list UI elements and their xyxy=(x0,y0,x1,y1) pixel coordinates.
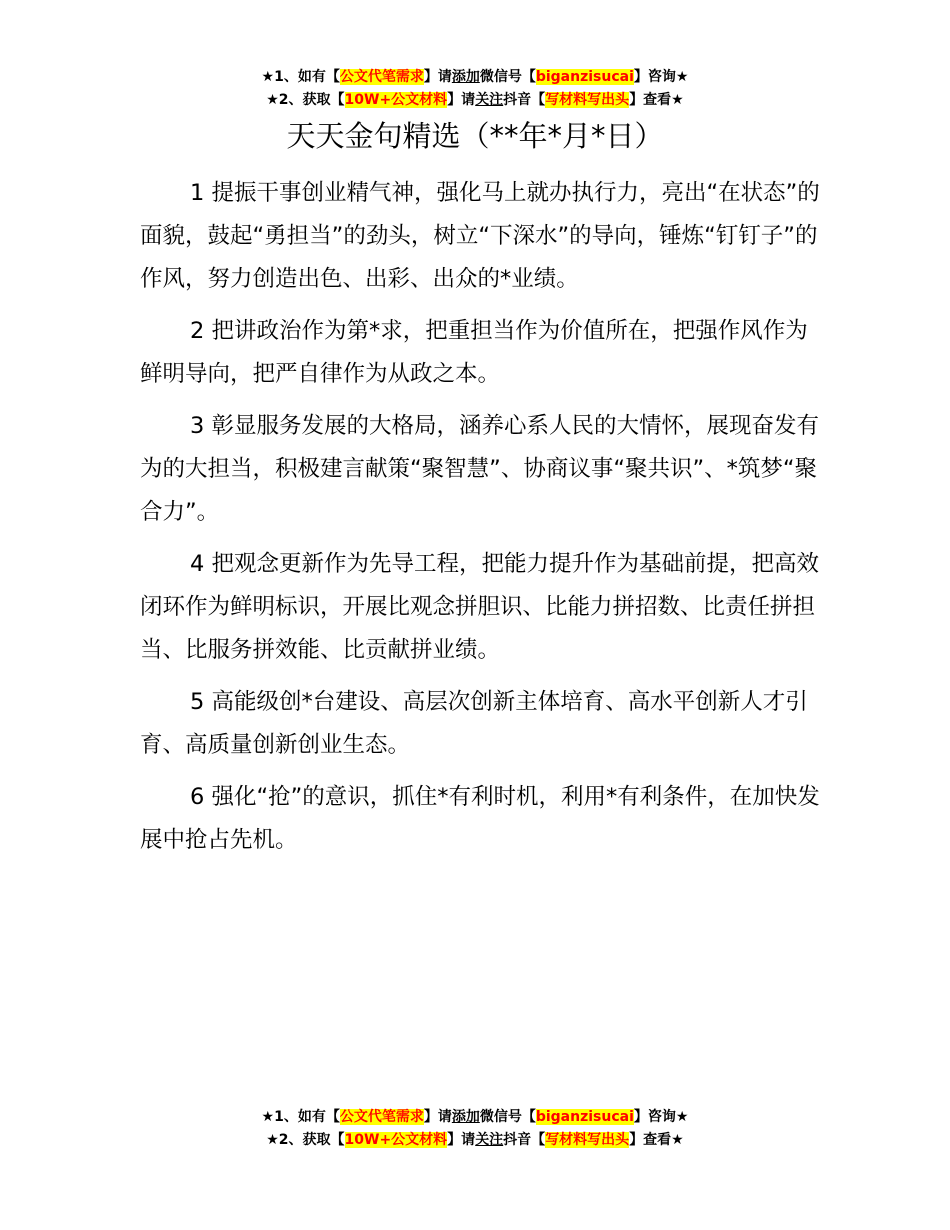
banner-text: 】查看★ xyxy=(629,1132,684,1148)
banner-line-1 xyxy=(0,66,950,89)
banner-text: 】请 xyxy=(447,1132,476,1148)
highlight-text: 10W+公文材料 xyxy=(344,1132,448,1148)
banner-text: 】查看★ xyxy=(629,92,684,108)
paragraph-4: 4 把观念更新作为先导工程，把能力提升作为基础前提，把高效闭环作为鲜明标识，开展比观念拼胆识、比能力拼招数、比责任拼担当、比服务拼效能、比贡献拼业绩。 xyxy=(140,551,819,663)
banner-text: 】请 xyxy=(423,1109,452,1125)
highlight-text: 公文代笔需求 xyxy=(339,1109,424,1125)
document-title: 天天金句精选（**年*月*日） xyxy=(286,119,664,153)
banner-line-1 xyxy=(0,1106,950,1129)
paragraph-5: 5 高能级创*台建设、高层次创新主体培育、高水平创新人才引育、高质量创新创业生态。 xyxy=(140,689,808,758)
banner-text: ★1、如有【 xyxy=(261,1109,340,1125)
highlight-text: 10W+公文材料 xyxy=(344,92,448,108)
banner-line-2 xyxy=(0,1129,950,1152)
paragraph-2: 2 把讲政治作为第*求，把重担当作为价值所在，把强作风作为鲜明导向，把严自律作为从政之本。 xyxy=(140,318,808,387)
highlight-text: 公文代笔需求 xyxy=(339,69,424,85)
banner-text: ★2、获取【 xyxy=(266,92,345,108)
header-banner xyxy=(0,66,950,112)
underlined-text: 添加 xyxy=(451,69,480,85)
banner-text: 微信号【 xyxy=(479,1109,536,1125)
banner-text: 】请 xyxy=(447,92,476,108)
paragraph-3: 3 彰显服务发展的大格局，涵养心系人民的大情怀，展现奋发有为的大担当，积极建言献策“聚智慧”、协商议事“聚共识”、*筑梦“聚合力”。 xyxy=(140,413,819,525)
banner-text: ★2、获取【 xyxy=(266,1132,345,1148)
banner-text: 微信号【 xyxy=(479,69,536,85)
underlined-text: 添加 xyxy=(451,1109,480,1125)
paragraph-1: 1 提振干事创业精气神，强化马上就办执行力，亮出“在状态”的面貌，鼓起“勇担当”的劲头，树立“下深水”的导向，锤炼“钉钉子”的作风，努力创造出色、出彩、出众的*业绩。 xyxy=(140,180,820,292)
banner-text: ★1、如有【 xyxy=(261,69,340,85)
banner-text: 抖音【 xyxy=(503,92,546,108)
wechat-id-highlight: biganzisucai xyxy=(535,69,634,85)
banner-text: 】请 xyxy=(423,69,452,85)
footer-banner xyxy=(0,1106,950,1152)
paragraph-6: 6 强化“抢”的意识，抓住*有利时机，利用*有利条件，在加快发展中抢占先机。 xyxy=(140,784,820,853)
douyin-highlight: 写材料写出头 xyxy=(545,1132,630,1148)
banner-line-2 xyxy=(0,89,950,112)
underlined-text: 关注 xyxy=(475,1132,504,1148)
banner-text: 抖音【 xyxy=(503,1132,546,1148)
document-body xyxy=(140,172,830,871)
wechat-id-highlight: biganzisucai xyxy=(535,1109,634,1125)
banner-text: 】咨询★ xyxy=(633,69,689,85)
banner-text: 】咨询★ xyxy=(633,1109,689,1125)
douyin-highlight: 写材料写出头 xyxy=(545,92,630,108)
underlined-text: 关注 xyxy=(475,92,504,108)
